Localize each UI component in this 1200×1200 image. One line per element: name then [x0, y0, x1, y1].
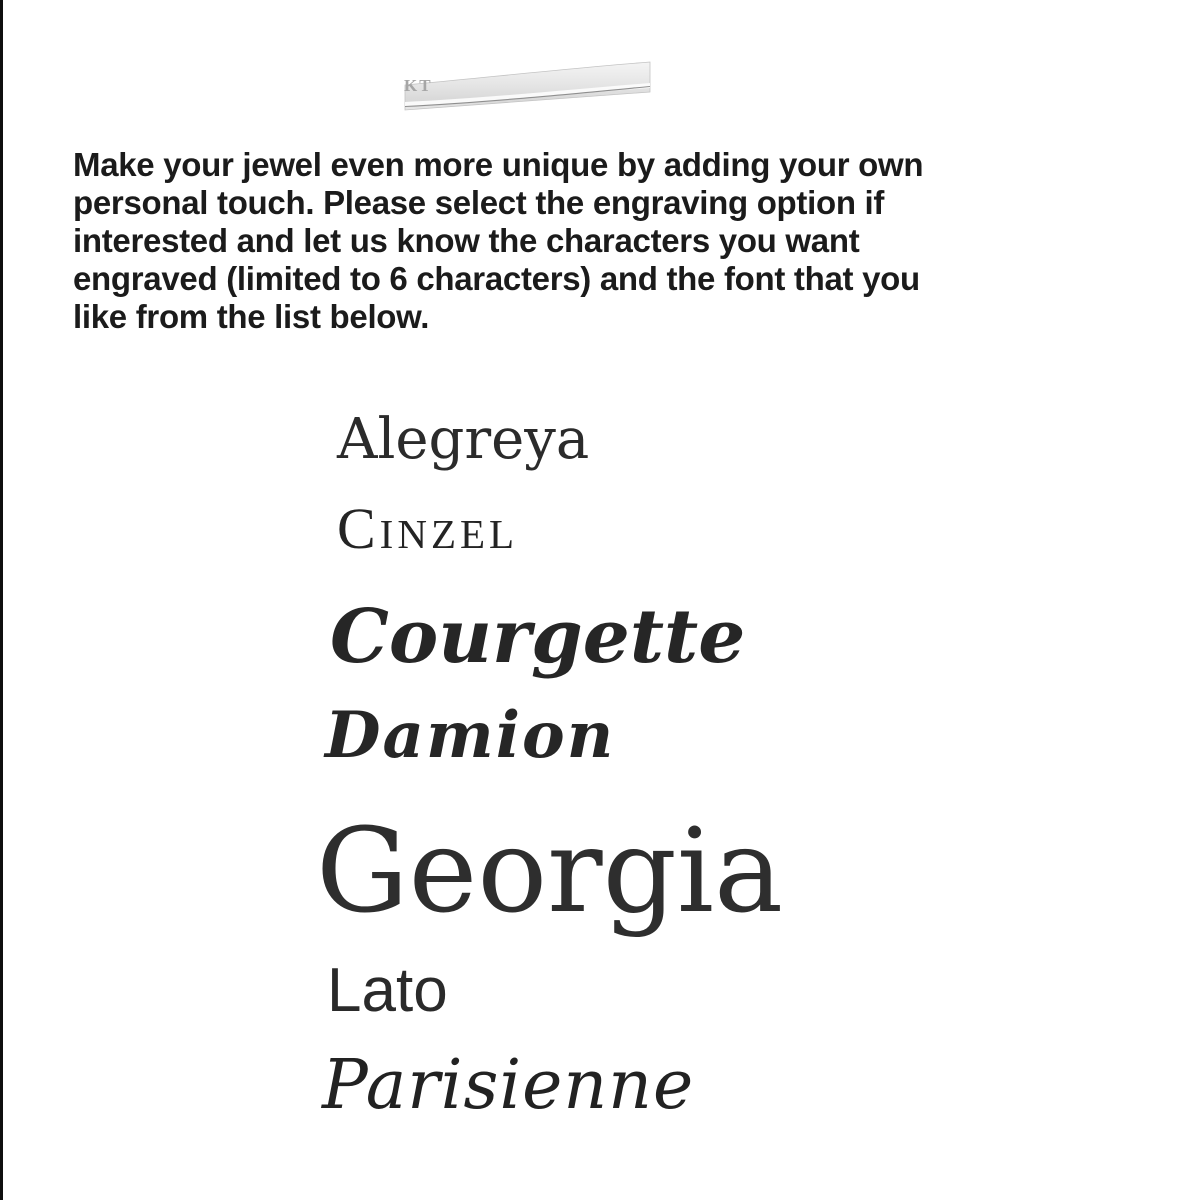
- instructions-line-1: Make your jewel even more unique by adding your own: [73, 146, 924, 183]
- engraved-bar-photo: [402, 55, 652, 117]
- font-option-damion: Damion: [325, 698, 616, 773]
- bar-engraving-text: KT: [404, 76, 433, 95]
- instructions-line-2: personal touch. Please select the engraving option if: [73, 184, 885, 221]
- instructions-line-4: engraved (limited to 6 characters) and the font that you: [73, 260, 920, 297]
- font-option-courgette: Courgette: [330, 594, 746, 680]
- font-option-parisienne: Parisienne: [322, 1046, 695, 1125]
- font-option-lato: Lato: [327, 956, 448, 1025]
- left-edge-border: [0, 0, 3, 1200]
- instructions-line-3: interested and let us know the characters you want: [73, 222, 860, 259]
- instructions-line-5: like from the list below.: [73, 298, 430, 335]
- font-option-alegreya: Alegreya: [337, 407, 590, 472]
- font-option-georgia: Georgia: [316, 804, 784, 939]
- font-option-cinzel: Cinzel: [337, 496, 519, 561]
- engraving-instructions: [73, 146, 1083, 336]
- engraved-bar-illustration: [402, 55, 652, 117]
